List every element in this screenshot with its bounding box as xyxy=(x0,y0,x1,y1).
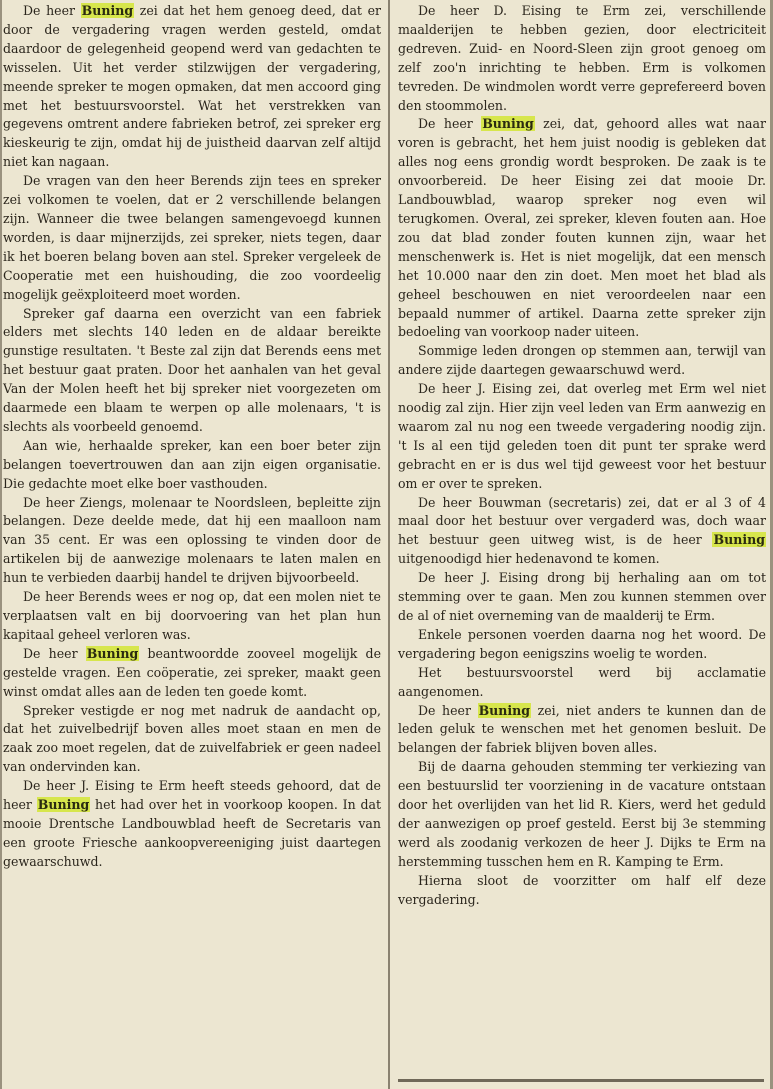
paragraph-text: zei, dat, gehoord alles wat naar voren is gebracht, het hem juist noodig is gebleken dat alles nog eens grondig wordt besproken. De zaak is te onvoorbereid. De heer Eising zei dat mooie Dr. Landbouwblad, waarop spreker nog even wil terugkomen. Overal, zei spreker, kleven fouten aan. Hoe zou dat blad zonder fouten kunnen zijn, waar het menschenwerk is. Het is niet mogelijk, dat een mensch het 10.000 naar den zin doet. Men moet het blad als geheel beschouwen en niet veroordeelen naar een bepaald nummer of artikel. Daarna zette spreker zijn bedoeling van voorkoop nader uiteen. xyxy=(398,116,766,340)
article-paragraph xyxy=(398,626,766,664)
article-paragraph xyxy=(3,172,381,304)
paragraph-text: Spreker gaf daarna een overzicht van een fabriek elders met slechts 140 leden en de aldaar bereikte gunstige resultaten. 't Beste zal zijn dat Berends eens met het bestuur gaat praten. Door het aanhalen van het geval Van der Molen heeft het bij spreker niet voorgezeten om daarmede een blaam te werpen op alle molenaars, 't is slechts als voorbeeld genoemd. xyxy=(3,305,381,434)
highlighted-term: Buning xyxy=(478,702,531,718)
paragraph-text: De heer Ziengs, molenaar te Noordsleen, bepleitte zijn belangen. Deze deelde mede, dat hij een maalloon nam van 35 cent. Er was een oplossing te vinden door de artikelen bij de aanwezige molenaars te laten malen en hun te verbieden daarbij handel te drijven bijvoorbeeld. xyxy=(3,494,381,586)
paragraph-text: De heer J. Eising drong bij herhaling aan om tot stemming over te gaan. Men zou kunnen stemmen over de al of niet overneming van de maalderij te Erm. xyxy=(398,570,766,623)
left-edge xyxy=(0,0,2,1089)
paragraph-text: De heer xyxy=(418,116,482,132)
paragraph-text: De heer Berends wees er nog op, dat een molen niet te verplaatsen valt en bij doorvoering van het plan hun kapitaal geheel verloren was. xyxy=(3,589,381,642)
highlighted-term: Buning xyxy=(713,532,765,548)
article-paragraph xyxy=(398,664,766,702)
right-column xyxy=(398,2,766,910)
article-paragraph xyxy=(398,380,766,493)
paragraph-text: Hierna sloot de voorzitter om half elf deze vergadering. xyxy=(398,872,766,907)
highlighted-term: Buning xyxy=(81,3,134,18)
paragraph-text: Enkele personen voerden daarna nog het woord. De vergadering begon eenigszins woelig te worden. xyxy=(398,626,766,661)
paragraph-text: uitgenoodigd hier hedenavond te komen. xyxy=(398,551,660,567)
paragraph-text: De heer J. Eising te Erm heeft steeds gehoord, dat de heer xyxy=(3,778,381,813)
article-paragraph xyxy=(398,702,766,759)
paragraph-text: De heer xyxy=(23,3,81,18)
paragraph-text: beantwoordde zooveel mogelijk de gestelde vragen. Een coöperatie, zei spreker, maakt geen winst omdat alles aan de leden ten goede komt. xyxy=(3,645,382,699)
paragraph-text: De heer J. Eising zei, dat overleg met Erm wel niet noodig zal zijn. Hier zijn veel leden van Erm aanwezig en waarom zal nu nog een tweede vergadering noodig zijn. 't Is al een tijd geleden toen dit punt ter sprake werd gebracht en er is dus wel tijd geweest voor het bestuur om er over te spreken. xyxy=(398,381,766,491)
article-paragraph xyxy=(398,872,766,910)
paragraph-text: zei, niet anders te kunnen dan de leden geluk te wenschen met het genomen besluit. De belangen der fabriek blijven boven alles. xyxy=(398,702,766,756)
article-paragraph xyxy=(3,305,381,437)
paragraph-text: Bij de daarna gehouden stemming ter verkiezing van een bestuurslid ter voorziening in de vacature ontstaan door het overlijden van het lid R. Kiers, werd het geduld der aanwezigen op proef gesteld. Eerst bij 3e stemming werd als zoodanig verkozen de heer J. Dijks te Erm na herstemming tusschen hem en R. Kamping te Erm. xyxy=(398,759,766,869)
paragraph-text: Sommige leden drongen op stemmen aan, terwijl van andere zijde daartegen gewaarschuwd werd. xyxy=(398,343,766,378)
paragraph-text: De vragen van den heer Berends zijn tees en spreker zei volkomen te voelen, dat er 2 verschillende belangen zijn. Wanneer die twee belangen samengevoegd kunnen worden, is daar mijnerzijds, zei spreker, niets tegen, daar ik het boeren belang boven aan stel. Spreker vergeleek de Cooperatie met een huishouding, die zoo voordeelig mogelijk geëxploiteerd moet worden. xyxy=(3,173,381,302)
paragraph-text: zei dat het hem genoeg deed, dat er door de vergadering vragen werden gesteld, omdat daardoor de gelegenheid geopend werd van gedachten te wisselen. Uit het verder stilzwijgen der vergadering, meende spreker te mogen opmaken, dat men accoord ging met het bestuursvoorstel. Wat het verstrekken van gegevens omtrent andere fabrieken betrof, zei spreker erg kieskeurig te zijn, omdat hij de juistheid daarvan zelf altijd niet kan nagaan. xyxy=(3,3,382,170)
column-divider xyxy=(388,0,390,1089)
paragraph-text: Aan wie, herhaalde spreker, kan een boer beter zijn belangen toevertrouwen dan aan zijn eigen organisatie. Die gedachte moet elke boer vasthouden. xyxy=(3,437,381,491)
end-rule xyxy=(398,1079,764,1082)
article-paragraph xyxy=(3,645,381,702)
article-paragraph xyxy=(398,758,766,871)
article-paragraph xyxy=(398,2,766,115)
article-paragraph xyxy=(3,437,381,494)
highlighted-term: Buning xyxy=(482,116,534,132)
article-paragraph xyxy=(3,588,381,645)
article-paragraph xyxy=(3,777,381,872)
paragraph-text: het had over het in voorkoop koopen. In dat mooie Drentsche Landbouwblad heeft de Secretaris van een groote Friesche aankoopvereeniging juist daartegen gewaarschuwd. xyxy=(3,797,381,869)
paragraph-text: De heer xyxy=(418,702,478,718)
paragraph-text: Spreker vestigde er nog met nadruk de aandacht op, dat het zuivelbedrijf boven alles moet staan en men de zaak zoo moet regelen, dat de zuivelfabriek er geen nadeel van ondervinden kan. xyxy=(3,702,381,775)
article-paragraph xyxy=(398,342,766,380)
article-paragraph xyxy=(398,569,766,626)
article-paragraph xyxy=(3,2,381,172)
paragraph-text: De heer D. Eising te Erm zei, verschillende maalderijen te hebben gezien, door electriciteit gedreven. Zuid- en Noord-Sleen zijn groot genoeg om zelf zoo'n inrichting te hebben. Erm is volkomen tevreden. De windmolen wordt verre geprefereerd boven den stoommolen. xyxy=(398,3,766,113)
article-paragraph xyxy=(3,494,381,589)
left-column xyxy=(3,2,381,872)
paragraph-text: Het bestuursvoorstel werd bij acclamatie aangenomen. xyxy=(398,664,766,699)
article-paragraph xyxy=(3,702,381,778)
highlighted-term: Buning xyxy=(37,797,90,813)
paragraph-text: De heer xyxy=(23,645,86,661)
article-paragraph xyxy=(398,494,766,570)
paragraph-text: De heer Bouwman (secretaris) zei, dat er al 3 of 4 maal door het bestuur over vergaderd was, doch waar het bestuur geen uitweg wist, is de heer xyxy=(398,494,766,548)
highlighted-term: Buning xyxy=(86,645,139,661)
article-paragraph xyxy=(398,115,766,342)
